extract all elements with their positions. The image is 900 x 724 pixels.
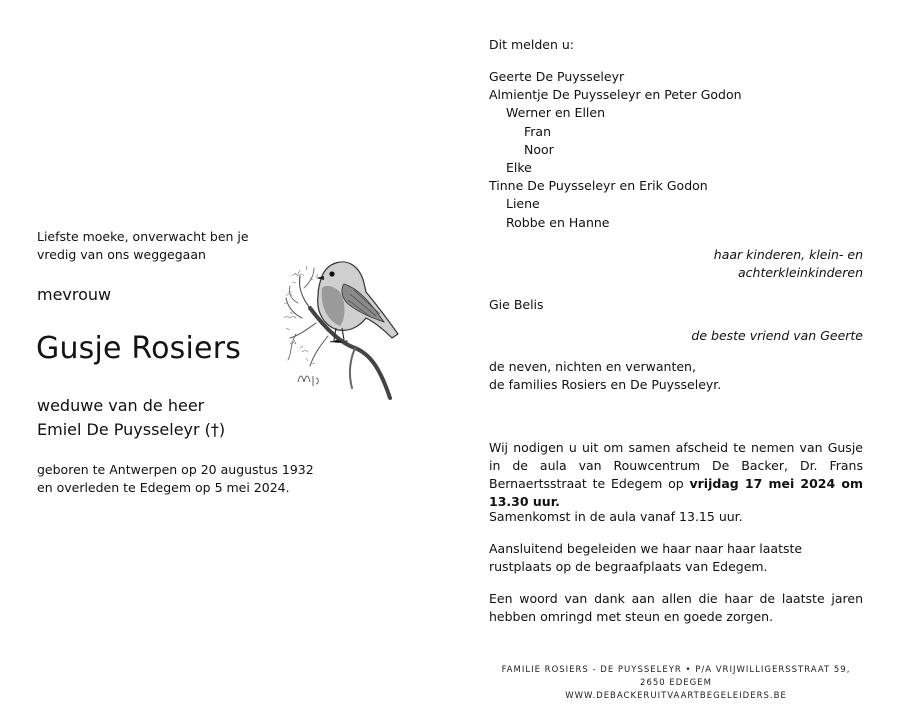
friend-name: Gie Belis	[489, 297, 544, 312]
burial-paragraph: Aansluitend begeleiden we haar naar haar laatste rustplaats op de begraafplaats van Edegem.	[489, 541, 803, 574]
family-member: Liene	[506, 196, 540, 212]
invitation-text: Wij nodigen u uit om samen afscheid te nemen van Gusje in de aula van Rouwcentrum De Backer, Dr. Frans Bernaertsstraat te Edegem op	[489, 440, 863, 491]
family-member: Geerte De Puysseleyr	[489, 69, 625, 84]
relatives-line: de neven, nichten en verwanten,	[489, 359, 696, 374]
invitation-paragraph	[489, 439, 863, 511]
intro-line: Liefste moeke, onverwacht ben je	[37, 229, 249, 244]
footer-address: FAMILIE ROSIERS - DE PUYSSELEYR • P/A VRIJWILLIGERSSTRAAT 59, 2650 EDEGEM	[501, 665, 851, 688]
relatives-line: de families Rosiers en De Puysseleyr.	[489, 377, 722, 392]
friend-relationship-label: de beste vriend van Geerte	[691, 328, 863, 343]
family-member: Werner en Ellen	[506, 105, 606, 121]
thanks-paragraph: Een woord van dank aan allen die haar de laatste jaren hebben omringd met steun en goede zorgen.	[489, 591, 863, 624]
footer-website: WWW.DEBACKERUITVAARTBEGELEIDERS.BE	[565, 691, 787, 701]
widow-line: Emiel De Puysseleyr (†)	[37, 420, 226, 439]
intro-text	[37, 228, 277, 264]
family-list	[489, 68, 863, 232]
born-line: geboren te Antwerpen op 20 augustus 1932	[37, 462, 314, 477]
widow-line: weduwe van de heer	[37, 396, 205, 415]
relatives-text	[489, 358, 863, 394]
salutation: mevrouw	[37, 285, 112, 304]
family-member: Fran	[524, 123, 552, 139]
gathering-paragraph: Samenkomst in de aula vanaf 13.15 uur.	[489, 509, 743, 524]
widow-text	[37, 394, 225, 442]
family-member: Tinne De Puysseleyr en Erik Godon	[489, 178, 708, 194]
deceased-name: Gusje Rosiers	[36, 331, 242, 366]
relationship-label	[489, 246, 863, 282]
died-line: en overleden te Edegem op 5 mei 2024.	[37, 480, 290, 495]
relationship-line: haar kinderen, klein- en	[713, 247, 863, 262]
ceremony-datetime: vrijdag 17 mei 2024 om 13.30 uur.	[489, 476, 863, 509]
footer	[489, 664, 863, 703]
family-member: Noor	[524, 141, 554, 157]
relationship-line: achterkleinkinderen	[738, 265, 863, 280]
family-member: Almientje De Puysseleyr en Peter Godon	[489, 87, 742, 103]
family-member: Elke	[506, 159, 532, 175]
robin-bird-illustration	[280, 248, 415, 406]
family-member: Robbe en Hanne	[506, 214, 610, 230]
birth-death-text	[37, 461, 337, 497]
announcement-intro: Dit melden u:	[489, 37, 574, 52]
intro-line: vredig van ons weggegaan	[37, 247, 206, 262]
